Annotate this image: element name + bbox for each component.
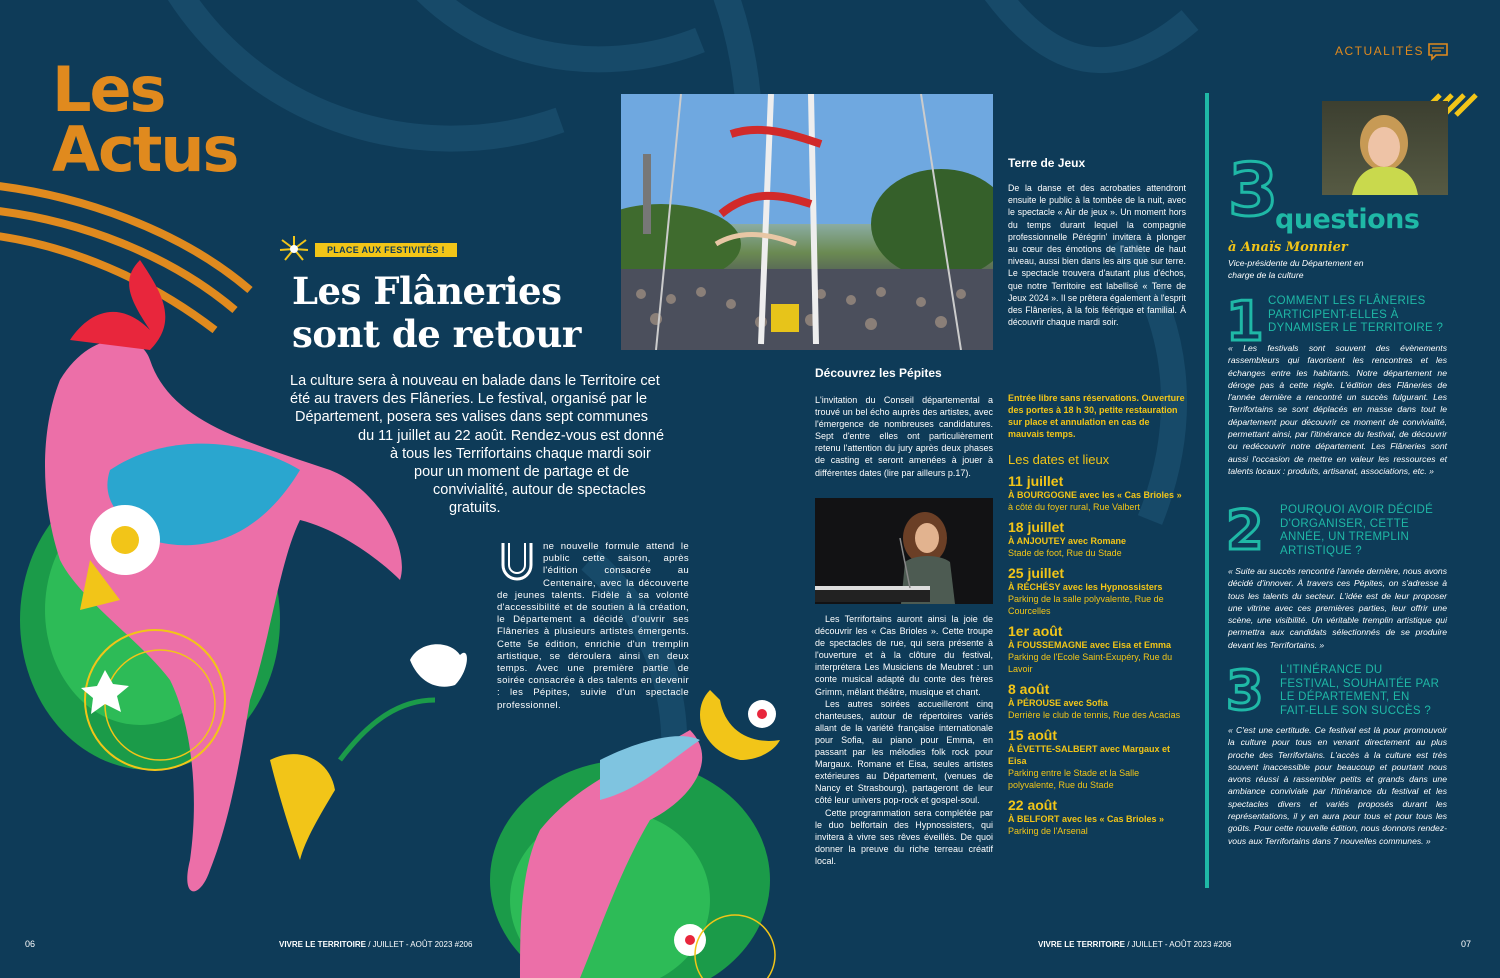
footer-magazine: VIVRE LE TERRITOIRE bbox=[1038, 940, 1125, 949]
dates-block bbox=[1008, 392, 1188, 837]
chapo-line: Département, posera ses valises dans sept communes bbox=[295, 409, 649, 426]
question-number: 2 bbox=[1226, 499, 1264, 562]
intro-text: ne nouvelle formule attend le public cette saison, après l'édition consacrée au Centenaire, avec la découverte de jeunes talents. Fidèle à sa volonté d'accessibilité et de soutien à la création, le Département a décidé d'ouvrir ses Flâneries à plusieurs artistes émergents. Cette 5e édition, enrichie d'un tremplin artistique, se déroulera ainsi en deux temps. Avec une première partie de soirée consacrée à des talents en devenir : les Pépites, suivie d'un spectacle professionnel. bbox=[497, 541, 689, 711]
date-location: À ÉVETTE-SALBERT avec Margaux et Eisa bbox=[1008, 744, 1171, 766]
date-entry bbox=[1008, 797, 1188, 837]
terre-de-jeux-block bbox=[1008, 156, 1186, 328]
interview-title-word: questions bbox=[1275, 204, 1420, 235]
terre-de-jeux-body: De la danse et des acrobaties attendront ensuite le public à la tombée de la nuit, avec le spectacle « Air de jeux ». Un moment hors du temps durant lequel la compagnie professionnelle Pérégrin' invitera à plonger au cœur des émotions de l'athlète de haut niveau, aussi bien dans les airs que sur terre. Le spectacle trouvera d'autant plus d'échos, que notre Territoire est labellisé « Terre de Jeux 2024 ». Il se prêtera également à l'esprit des Flâneries, à la fois féérique et familial. À découvrir chaque mardi soir. bbox=[1008, 183, 1186, 328]
date-value: 11 juillet bbox=[1008, 473, 1064, 489]
chapo-line: convivialité, autour de spectacles bbox=[433, 482, 646, 499]
date-value: 15 août bbox=[1008, 727, 1058, 743]
section-big-title bbox=[52, 53, 238, 186]
speech-bubble-icon bbox=[1428, 43, 1448, 61]
pepites-heading: Découvrez les Pépites bbox=[815, 366, 942, 380]
chapo-line: du 11 juillet au 22 août. Rendez-vous est donné bbox=[358, 427, 665, 444]
date-entry bbox=[1008, 623, 1188, 675]
interview-big-number: 3 bbox=[1228, 148, 1279, 232]
headline-line2: sont de retour bbox=[292, 312, 581, 356]
date-place: Parking de la salle polyvalente, Rue de Courcelles bbox=[1008, 594, 1164, 616]
article-chapo bbox=[290, 372, 690, 518]
date-entry bbox=[1008, 565, 1188, 617]
chapo-line: gratuits. bbox=[449, 500, 501, 517]
date-location: À BELFORT avec les « Cas Brioles » bbox=[1008, 814, 1165, 824]
footer-left bbox=[279, 940, 472, 949]
question-title: COMMENT LES FLÂNERIES PARTICIPENT-ELLES À DYNAMISER LE TERRITOIRE ? bbox=[1268, 295, 1444, 335]
footer-magazine: VIVRE LE TERRITOIRE bbox=[279, 940, 366, 949]
date-entry bbox=[1008, 681, 1188, 721]
date-entry bbox=[1008, 519, 1188, 559]
date-place: Stade de foot, Rue du Stade bbox=[1008, 548, 1122, 558]
date-value: 18 juillet bbox=[1008, 519, 1065, 535]
date-value: 25 juillet bbox=[1008, 565, 1065, 581]
question-answer: « Suite au succès rencontré l'année dernière, nous avons décidé d'innover. À travers ces Pépites, on s'adresse à tous les talents du secteur. L'idée est de leur proposer une vitrine avec ces premières parties, leur offrir une scène, une visibilité. Un véritable tremplin artistique qui permettra aux candidats sélectionnés de se produire devant les Terrifortains. » bbox=[1228, 566, 1448, 650]
terre-de-jeux-heading: Terre de Jeux bbox=[1008, 156, 1086, 170]
date-location: À ANJOUTEY avec Romane bbox=[1008, 536, 1127, 546]
article-headline bbox=[292, 270, 581, 356]
pepites-paragraph: Cette programmation sera complétée par le duo belfortain des Hypnossisters, qui invitera à vivre ses rêves éveillés. De quoi donner la preuve du riche terreau créatif local. bbox=[815, 807, 993, 866]
footer-issue: / JUILLET - AOÛT 2023 #206 bbox=[1124, 940, 1232, 949]
article-intro bbox=[497, 541, 689, 712]
dropcap-letter bbox=[497, 541, 537, 581]
date-location: À RÉCHÉSY avec les Hypnossisters bbox=[1008, 582, 1163, 592]
pepites-paragraph: Les autres soirées accueilleront cinq chanteuses, autour de répertoires variés allant de la variété française internationale pour Sofia, au piano pour Emma, en passant par les mélodies folk rock pour Margaux. Romane et Eisa, seules artistes extérieures au Département, (venues de Nancy et Strasbourg), partageront de leur côté leur univers pop-rock et gospel-soul. bbox=[815, 698, 993, 806]
date-place: à côté du foyer rural, Rue Valbert bbox=[1008, 502, 1140, 512]
chapo-line: été au travers des Flâneries. Le festival, organisé par le bbox=[290, 391, 648, 408]
date-place: Derrière le club de tennis, Rue des Acacias bbox=[1008, 710, 1181, 720]
pepites-continued bbox=[815, 613, 993, 867]
interview-role: Vice-présidente du Département en charge de la culture bbox=[1228, 258, 1364, 280]
date-entry bbox=[1008, 473, 1188, 513]
pepites-paragraph: L'invitation du Conseil départemental a trouvé un bel écho auprès des artistes, avec l'émergence de nombreuses candidatures. Sept d'entre elles ont particulièrement retenu l'attention du jury après deux phases de casting et seront amenées à jouer à différentes dates (lire par ailleurs p.17). bbox=[815, 395, 993, 478]
pepites-paragraph: Les Terrifortains auront ainsi la joie de découvrir les « Cas Brioles ». Cette troupe de spectacles de rue, qui sera présente à l'ouverture et à la clôture du festival, interprétera Les Musiciens de Meubret : un conte musical adapté du conte des frères Grimm, mêlant théâtre, musique et chant. bbox=[815, 614, 993, 697]
section-label: ACTUALITÉS bbox=[1335, 44, 1425, 58]
date-entry bbox=[1008, 727, 1188, 791]
big-title-line1: Les bbox=[52, 53, 165, 126]
chapo-line: à tous les Terrifortains chaque mardi soir bbox=[390, 445, 651, 462]
date-location: À FOUSSEMAGNE avec Eisa et Emma bbox=[1008, 640, 1172, 650]
interview-person: à Anaïs Monnier bbox=[1228, 240, 1348, 255]
question-title: L'ITINÉRANCE DU FESTIVAL, SOUHAITÉE PAR LE DÉPARTEMENT, EN FAIT-ELLE SON SUCCÈS ? bbox=[1280, 664, 1440, 717]
date-value: 22 août bbox=[1008, 797, 1058, 813]
page-number-left: 06 bbox=[25, 939, 36, 949]
date-location: À PÉROUSE avec Sofia bbox=[1008, 698, 1109, 708]
footer-issue: / JUILLET - AOÛT 2023 #206 bbox=[365, 940, 473, 949]
pepites-block bbox=[815, 366, 993, 479]
question-number: 3 bbox=[1226, 659, 1264, 722]
question-title: POURQUOI AVOIR DÉCIDÉ D'ORGANISER, CETTE ANNÉE, UN TREMPLIN ARTISTIQUE ? bbox=[1280, 504, 1434, 557]
sparkle-icon bbox=[278, 234, 310, 264]
date-value: 8 août bbox=[1008, 681, 1050, 697]
question-answer: « C'est une certitude. Ce festival est là pour promouvoir la culture pour tous en venant directement au plus proche des Terrifortains. L'accès à la culture est très souvent inaccessible pour beaucoup et pourtant nous avons réussi à rassembler petits et grands dans une ambiance conviviale par l'itinérance du festival et les spectacles divers et variés proposés durant les représentations, il y en aura pour tous et pour tous les goûts. Pour cette nouvelle édition, nous donnons rendez-vous aux Terrifortains dans 7 nouvelles communes. » bbox=[1228, 725, 1447, 846]
question-answer: « Les festivals sont souvent des évènements rassembleurs qui favorisent les rencontres et les échanges entre les habitants. Notre département ne déroge pas à cette règle. L'édition des Flâneries de l'année dernière a rencontré un succès fulgurant. Les Terrifortains se sont déplacés en masse dans tout le département pour découvrir ce moment de convivialité, permettant ainsi, par l'itinérance du festival, de découvrir ou redécouvrir notre département. Les Flâneries sont aussi l'occasion de mettre en valeur les ressources et talents locaux : produits, artisanat, associations, etc. » bbox=[1228, 343, 1447, 476]
portrait-photo bbox=[1322, 101, 1448, 195]
acrobats-photo bbox=[621, 94, 993, 350]
dates-heading: Les dates et lieux bbox=[1008, 452, 1110, 467]
singer-photo bbox=[815, 498, 993, 604]
footer-right bbox=[1038, 940, 1231, 949]
big-title-line2: Actus bbox=[52, 113, 238, 186]
date-value: 1er août bbox=[1008, 623, 1063, 639]
article-kicker: PLACE AUX FESTIVITÉS ! bbox=[315, 243, 457, 257]
chapo-line: pour un moment de partage et de bbox=[414, 464, 630, 481]
date-location: À BOURGOGNE avec les « Cas Brioles » bbox=[1008, 490, 1182, 500]
date-place: Parking de l'Ecole Saint-Exupéry, Rue du Lavoir bbox=[1008, 652, 1173, 674]
practical-info: Entrée libre sans réservations. Ouverture des portes à 18 h 30, petite restauration sur place et annulation en cas de mauvais temps. bbox=[1008, 393, 1185, 439]
headline-line1: Les Flâneries bbox=[292, 269, 562, 313]
date-place: Parking de l'Arsenal bbox=[1008, 826, 1088, 836]
question-number: 1 bbox=[1226, 290, 1264, 353]
date-place: Parking entre le Stade et la Salle polyvalente, Rue du Stade bbox=[1008, 768, 1140, 790]
chapo-line: La culture sera à nouveau en balade dans le Territoire cet bbox=[290, 373, 660, 389]
column-separator bbox=[1205, 93, 1209, 888]
page-number-right: 07 bbox=[1461, 939, 1472, 949]
